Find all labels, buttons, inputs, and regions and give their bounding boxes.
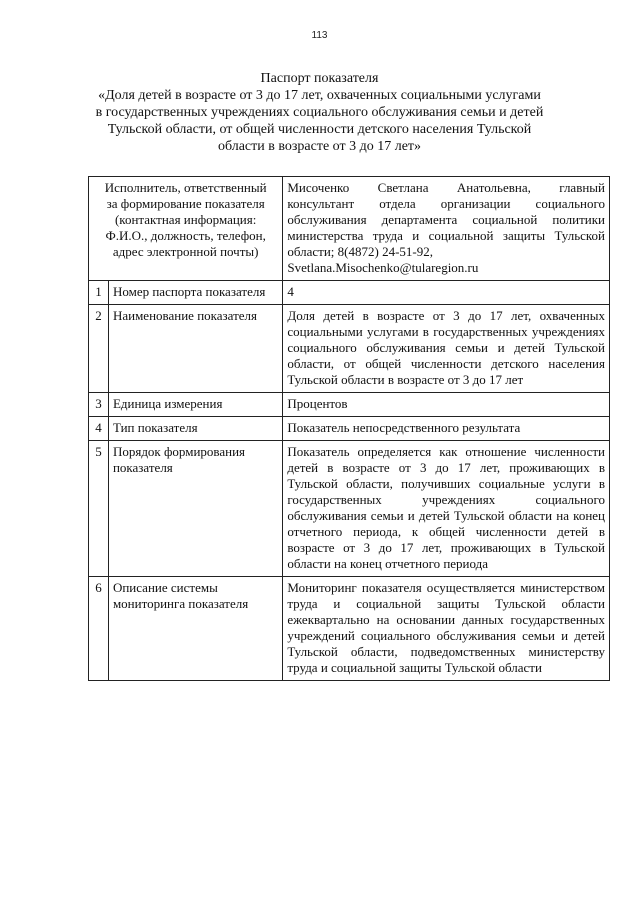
table-row [89,305,610,393]
responsible-value-cell [283,177,610,281]
table-row [89,281,610,305]
table-row-responsible [89,177,610,281]
page-number: 113 [311,30,328,41]
table-row [89,441,610,577]
row-label: Описание системы мониторинга показателя [108,577,282,681]
row-label: Порядок формирования показателя [108,441,282,577]
responsible-label-line: Ф.И.О., должность, телефон, [105,228,266,243]
document-title [0,70,639,155]
row-number: 1 [89,281,109,305]
row-value: 4 [283,281,610,305]
responsible-label-cell [89,177,283,281]
row-value: Доля детей в возрасте от 3 до 17 лет, охваченных социальными услугами в государственных учреждениях социального обслуживания семьи и детей Тульской области, от общей численности детского населения Тульской области в возрасте от 3 до 17 лет [283,305,610,393]
row-number: 4 [89,417,109,441]
responsible-label-line: за формирование показателя [106,196,265,211]
row-label: Номер паспорта показателя [108,281,282,305]
responsible-label-line: адрес электронной почты) [112,244,259,259]
title-line: области в возрасте от 3 до 17 лет» [217,139,422,154]
title-line: «Доля детей в возрасте от 3 до 17 лет, охваченных социальными услугами [98,88,541,103]
row-value: Мониторинг показателя осуществляется министерством труда и социальной защиты Тульской области ежеквартально на основании данных государственных учреждений социального обслуживания семьи и детей Тульской области, подведомственных министерству труда и социальной защиты Тульской области [283,577,610,681]
row-label: Наименование показателя [108,305,282,393]
row-value: Показатель непосредственного результата [283,417,610,441]
responsible-value-line: консультант отдела организации социального [287,196,605,211]
table-row [89,577,610,681]
row-number: 3 [89,393,109,417]
row-value: Показатель определяется как отношение численности детей в возрасте от 3 до 17 лет, проживающих в Тульской области, получивших социальные услуги в государственных учреждениях социального обслуживания семьи и детей Тульской области на конец отчетного периода, к общей численности детей в возрасте от 3 до 17 лет, проживающих в Тульской области на конец отчетного периода [283,441,610,577]
responsible-email: Svetlana.Misochenko@tularegion.ru [287,260,479,275]
responsible-value-line: Мисоченко Светлана Анатольевна, главный [287,180,605,195]
row-number: 6 [89,577,109,681]
responsible-value-line: министерства труда и социальной защиты Тульской [287,228,605,243]
row-label: Единица измерения [108,393,282,417]
passport-table [88,176,610,681]
table-row [89,417,610,441]
responsible-value-line: обслуживания департамента социальной политики [287,212,605,227]
row-number: 5 [89,441,109,577]
responsible-label-line: Исполнитель, ответственный [104,180,267,195]
responsible-value-line: области; 8(4872) 24-51-92, [287,244,433,259]
row-label: Тип показателя [108,417,282,441]
title-line: Тульской области, от общей численности детского населения Тульской [107,122,532,137]
row-value: Процентов [283,393,610,417]
title-line: Паспорт показателя [260,71,379,86]
row-number: 2 [89,305,109,393]
table-row [89,393,610,417]
title-line: в государственных учреждениях социального обслуживания семьи и детей [95,105,544,120]
responsible-label-line: (контактная информация: [114,212,257,227]
